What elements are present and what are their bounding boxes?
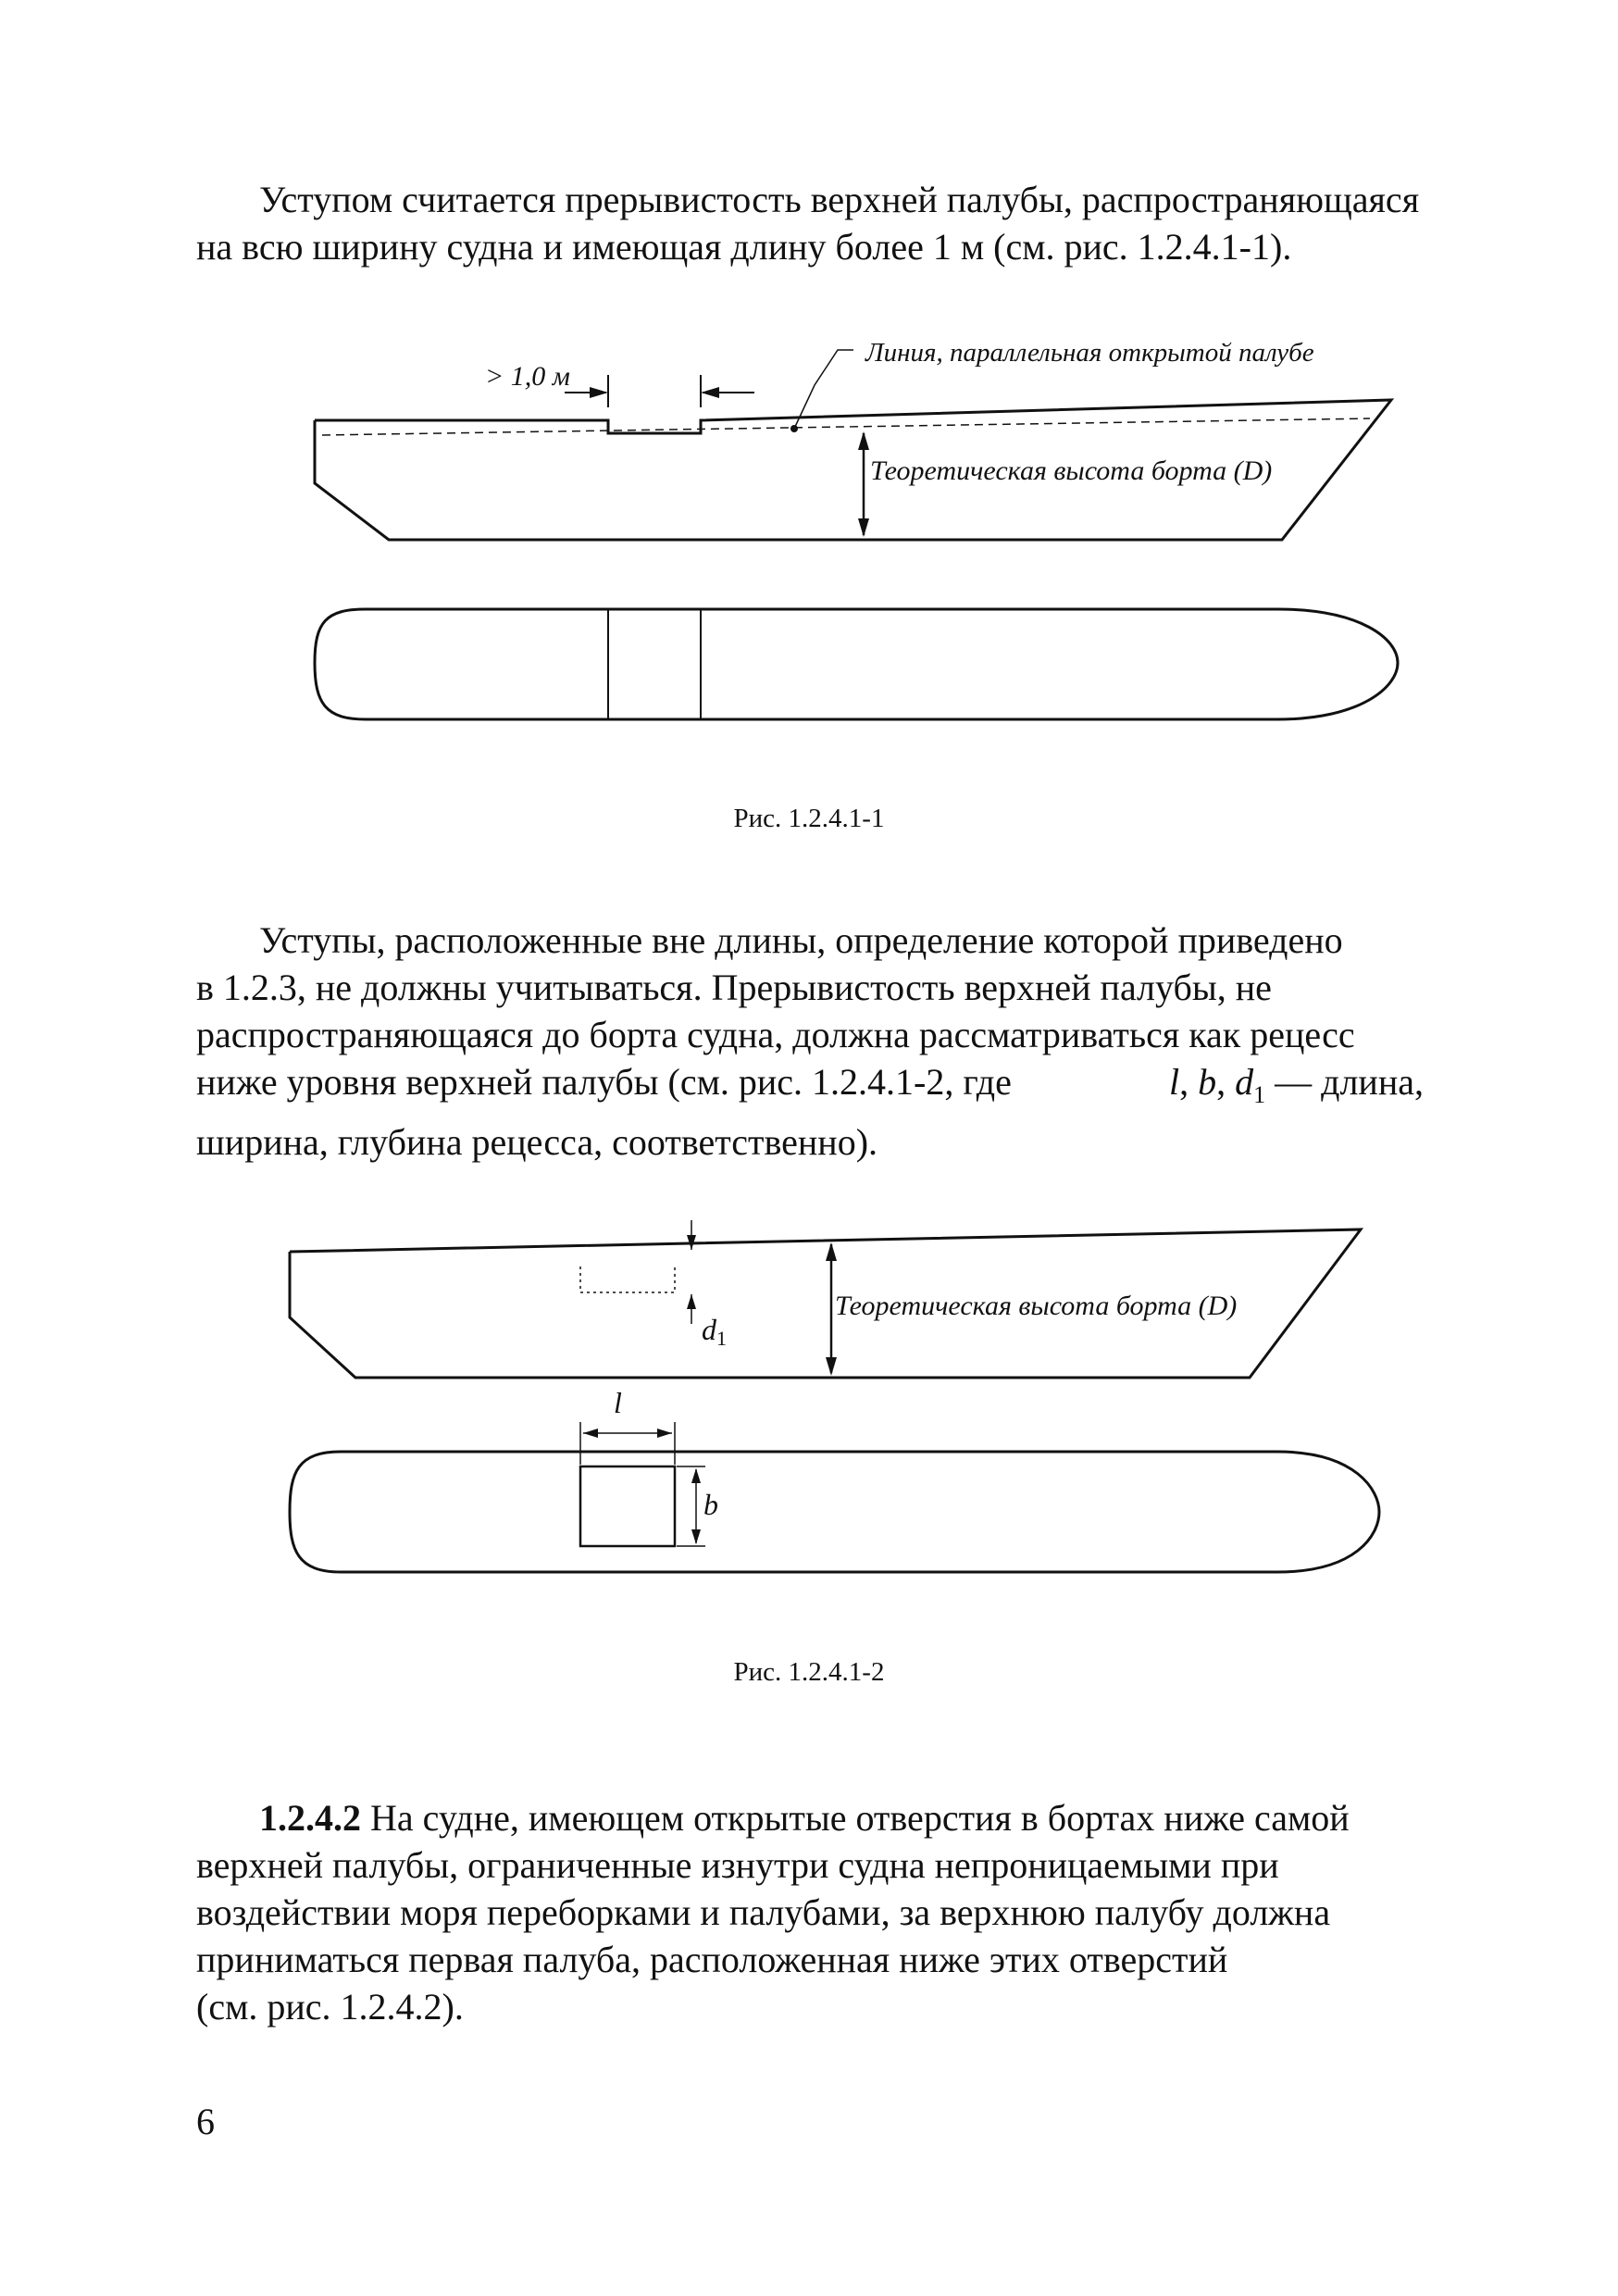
recess-outline: [580, 1267, 675, 1292]
recess-depth-subscript: 1: [716, 1327, 727, 1350]
recess-plan-rect: [580, 1466, 675, 1546]
figure-2-caption: Рис. 1.2.4.1-2: [733, 1657, 885, 1687]
line-text: ниже уровня верхней палубы (см. рис. 1.2.4.1-2, где: [196, 1061, 1012, 1103]
paragraph-line: Уступом считается прерывистость верхней палубы, распространяющаяся: [259, 179, 1420, 220]
paragraph-upper-deck: [196, 1794, 1424, 2030]
figure-1-caption: Рис. 1.2.4.1-1: [733, 804, 885, 833]
paragraph-line: ширина, глубина рецесса, соответственно).: [196, 1121, 878, 1163]
paragraph-line: верхней палубы, ограниченные изнутри судна непроницаемыми при: [196, 1844, 1279, 1886]
paragraph-line: [196, 1794, 1424, 1841]
arrowhead: [691, 1529, 701, 1544]
moulded-depth-label: Теоретическая высота борта (D): [835, 1291, 1238, 1321]
recess-depth-symbol: d: [702, 1313, 716, 1346]
arrowhead: [826, 1242, 837, 1261]
paragraph-line: распространяющаяся до борта судна, должна рассматриваться как рецесс: [196, 1014, 1355, 1055]
hull-plan-view: [290, 1452, 1379, 1572]
moulded-depth-label: Теоретическая высота борта (D): [870, 455, 1273, 486]
paragraph-line: воздействии моря переборками и палубами, за верхнюю палубу должна: [196, 1891, 1331, 1933]
arrowhead: [687, 1294, 696, 1309]
recess-depth-label: [702, 1313, 727, 1350]
paragraph-line: приниматься первая палуба, расположенная ниже этих отверстий: [196, 1939, 1228, 1980]
parallel-line-label: Линия, параллельная открытой палубе: [865, 338, 1314, 368]
variable-list: l, b, $d_1$ — длина,: [1168, 1061, 1424, 1108]
var-d: d: [1235, 1061, 1254, 1103]
arrowhead: [583, 1429, 598, 1438]
page-number: 6: [196, 2101, 215, 2142]
section-number: 1.2.4.2: [259, 1797, 361, 1839]
var-b: b: [1198, 1061, 1217, 1103]
arrowhead: [691, 1468, 701, 1483]
line-text: На судне, имеющем открытые отверстия в бортах ниже самой: [370, 1797, 1350, 1839]
recess-breadth-label: b: [703, 1488, 718, 1521]
recess-length-label: l: [614, 1386, 622, 1419]
step-length-label: > 1,0 м: [485, 361, 570, 392]
paragraph-line: Уступы, расположенные вне длины, определение которой приведено: [259, 919, 1343, 961]
paragraph-line: на всю ширину судна и имеющая длину более 1 м (см. рис. 1.2.4.1-1).: [196, 226, 1292, 268]
dash-text: — длина,: [1275, 1061, 1424, 1103]
paragraph-line: (см. рис. 1.2.4.2).: [196, 1986, 464, 2028]
paragraph-line: в 1.2.3, не должны учитываться. Прерывистость верхней палубы, не: [196, 967, 1272, 1008]
arrowhead: [826, 1357, 837, 1376]
var-l: l: [1168, 1061, 1180, 1103]
arrowhead: [657, 1429, 672, 1438]
var-d-subscript: 1: [1253, 1081, 1266, 1108]
